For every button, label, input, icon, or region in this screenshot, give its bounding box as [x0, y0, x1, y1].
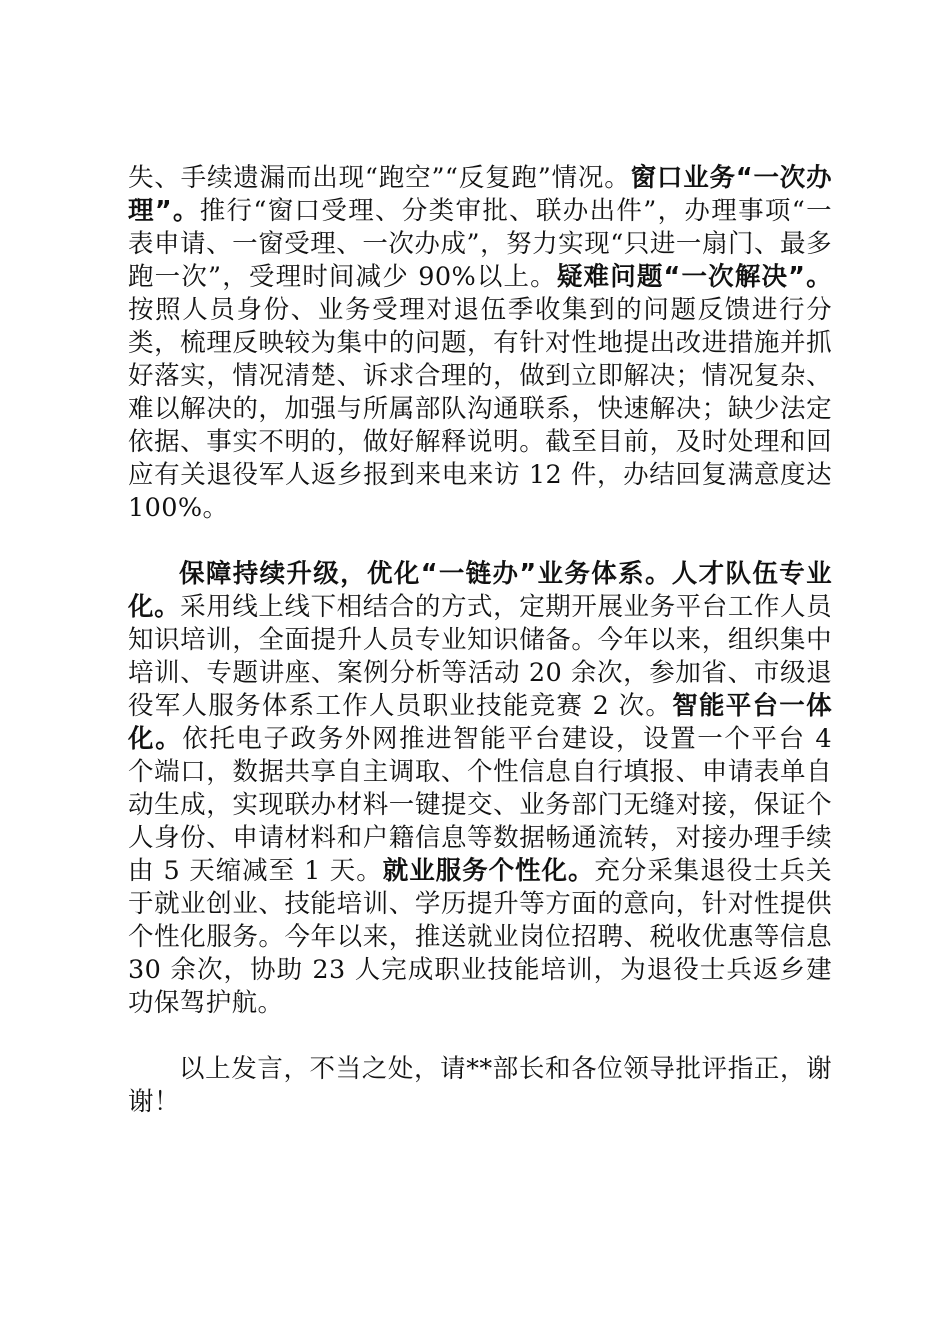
- text-run: 按照人员身份、业务受理对退伍季收集到的问题反馈进行分类，梳理反映较为集中的问题，有针对性地提出改进措施并抓好落实，情况清楚、诉求合理的，做到立即解决；情况复杂、难以解决的，加强与所属部队沟通联系，快速解决；缺少法定依据、事实不明的，做好解释说明。截至目前，及时处理和回应有关退役军人返乡报到来电来访 12 件，办结回复满意度达 100%。: [128, 295, 832, 523]
- text-run: 充分采集退役士兵关于就业创业、技能培训、学历提升等方面的意向，针对性提供个性化服务。今年以来，推送就业岗位招聘、税收优惠等信息 30 余次，协助 23 人完成职业技能培训，为退役士兵返乡建功保驾护航。: [128, 856, 832, 1018]
- text-run: 推行“窗口受理、分类审批、联办出件”，办理事项“一表申请、一窗受理、一次办成”，努力实现“只进一扇门、最多跑一次”，受理时间减少 90%以上。: [128, 196, 832, 292]
- paragraph-support-upgrade: [128, 558, 832, 1020]
- text-run: 以上发言，不当之处，请**部长和各位领导批评指正，谢谢！: [128, 1054, 832, 1117]
- text-run: 采用线上线下相结合的方式，定期开展业务平台工作人员知识培训，全面提升人员专业知识储备。今年以来，组织集中培训、专题讲座、案例分析等活动 20 余次，参加省、市级退役军人服务体系工作人员职业技能竞赛 2 次。: [128, 592, 832, 721]
- heading-run: 智能平台一体化。: [128, 691, 832, 754]
- paragraph-closing-remarks: [128, 1053, 832, 1119]
- document-page: [128, 162, 832, 1119]
- text-run: 失、手续遗漏而出现“跑空”“反复跑”情况。: [128, 163, 631, 193]
- heading-run: 保障持续升级，优化“一链办”业务体系。人才队伍专业化。: [128, 559, 832, 622]
- paragraph-window-service: [128, 162, 832, 525]
- heading-run: 窗口业务“一次办理”。: [128, 163, 832, 226]
- heading-run: 疑难问题“一次解决”。: [556, 262, 832, 292]
- text-run: 依托电子政务外网推进智能平台建设，设置一个平台 4 个端口，数据共享自主调取、个性信息自行填报、申请表单自动生成，实现联办材料一键提交、业务部门无缝对接，保证个人身份、申请材料和户籍信息等数据畅通流转，对接办理手续由 5 天缩减至 1 天。: [128, 724, 832, 886]
- heading-run: 就业服务个性化。: [382, 856, 595, 886]
